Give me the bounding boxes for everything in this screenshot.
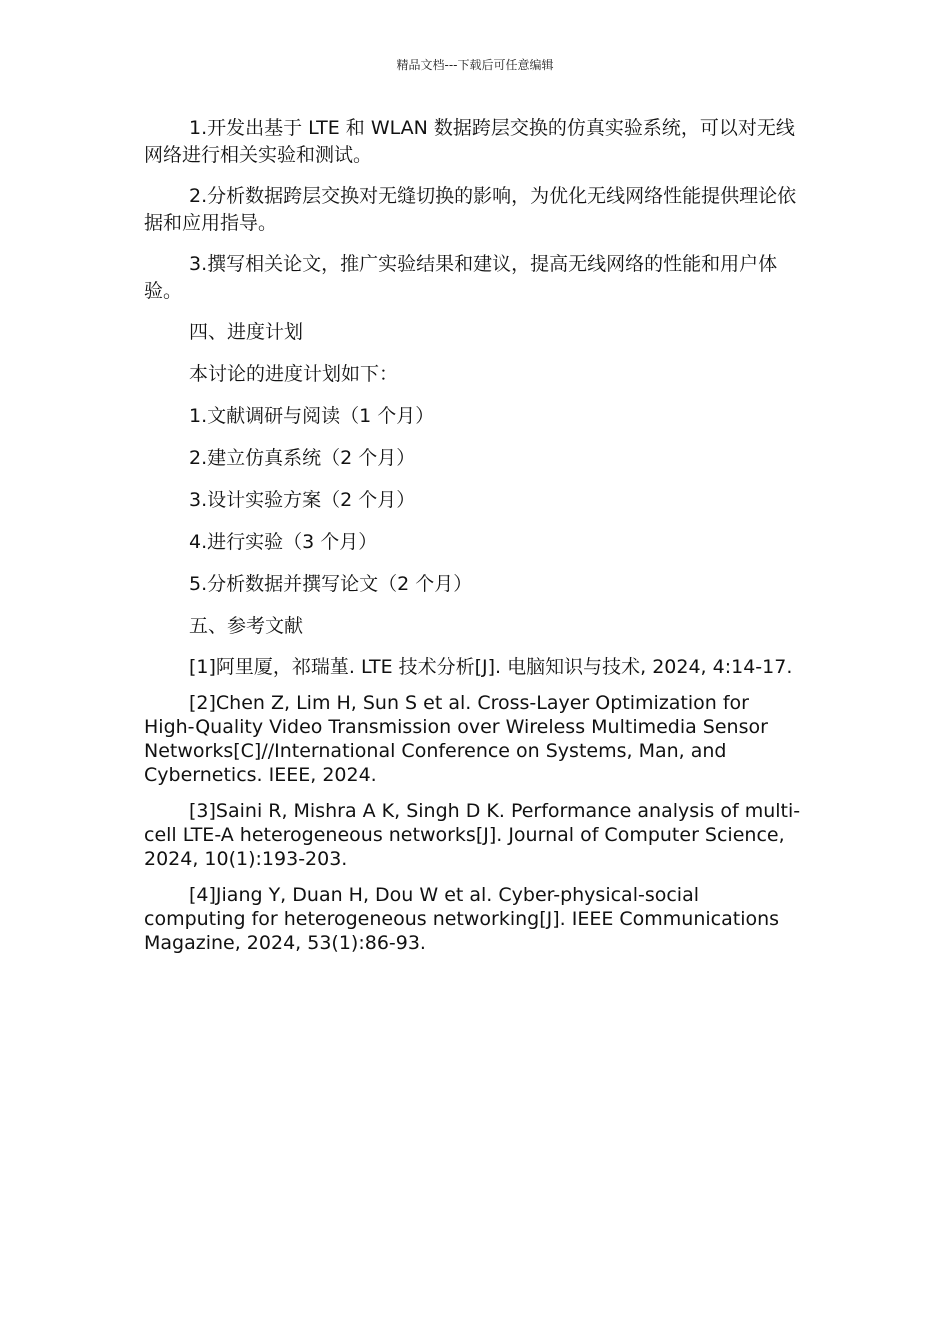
schedule-item-2: 2.建立仿真系统（2 个月） <box>189 447 416 469</box>
schedule-item-3: 3.设计实验方案（2 个月） <box>189 489 416 511</box>
reference-item-4: [4]Jiang Y, Duan H, Dou W et al. Cyber-physical-social computing for heterogeneous networking[J]. IEEE Communications Magazine, 2024, 53(1):86-93. <box>144 884 780 954</box>
document-body <box>144 115 806 967</box>
outcome-item-2: 2.分析数据跨层交换对无缝切换的影响，为优化无线网络性能提供理论依据和应用指导。 <box>144 185 797 234</box>
schedule-item-4: 4.进行实验（3 个月） <box>189 531 378 553</box>
page-header: 精品文档---下载后可任意编辑 <box>396 58 554 72</box>
reference-item-3: [3]Saini R, Mishra A K, Singh D K. Performance analysis of multi-cell LTE-A heterogeneous networks[J]. Journal of Computer Science, 2024, 10(1):193-203. <box>144 800 801 870</box>
outcome-item-3: 3.撰写相关论文，推广实验结果和建议，提高无线网络的性能和用户体验。 <box>144 253 778 302</box>
reference-item-2: [2]Chen Z, Lim H, Sun S et al. Cross-Layer Optimization for High-Quality Video Transmission over Wireless Multimedia Sensor Networks[C]//International Conference on Systems, Man, and Cybernetics. IEEE, 2024. <box>144 692 768 786</box>
reference-item-1: [1]阿里厦，祁瑞堇. LTE 技术分析[J]. 电脑知识与技术, 2024, 4:14-17. <box>189 656 793 678</box>
schedule-intro: 本讨论的进度计划如下： <box>189 363 399 385</box>
section-heading-schedule: 四、进度计划 <box>189 321 304 343</box>
outcome-item-1: 1.开发出基于 LTE 和 WLAN 数据跨层交换的仿真实验系统，可以对无线网络进行相关实验和测试。 <box>144 117 795 166</box>
section-heading-references: 五、参考文献 <box>189 615 304 637</box>
schedule-item-1: 1.文献调研与阅读（1 个月） <box>189 405 435 427</box>
schedule-item-5: 5.分析数据并撰写论文（2 个月） <box>189 573 473 595</box>
